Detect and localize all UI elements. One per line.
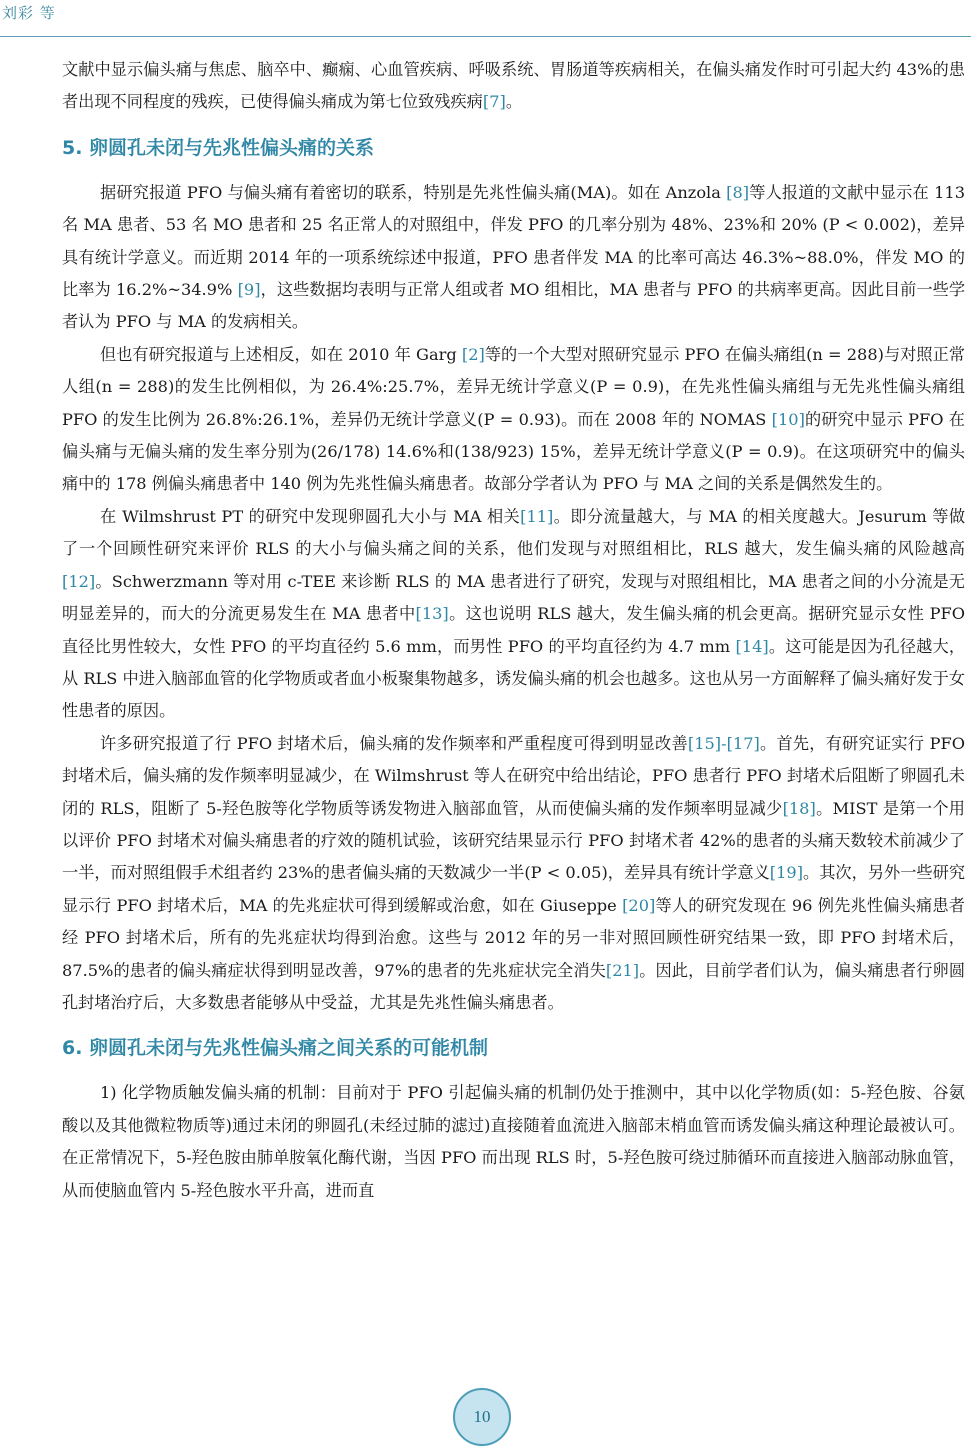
citation-link[interactable]: [7] [482, 92, 506, 112]
citation-link[interactable]: [9] [237, 280, 261, 300]
page-number: 10 [473, 1407, 491, 1426]
intro-paragraph: 文献中显示偏头痛与焦虑、脑卒中、癫痫、心血管疾病、呼吸系统、胃肠道等疾病相关，在偏头痛发作时可引起大约 43%的患者出现不同程度的残疾，已使得偏头痛成为第七位致残疾病[7]。 [62, 60, 965, 112]
citation-link[interactable]: [12] [62, 571, 96, 591]
section-5-paragraph-1: 据研究报道 PFO 与偏头痛有着密切的联系，特别是先兆性偏头痛(MA)。如在 Anzola [8]等人报道的文献中显示在 113 名 MA 患者、53 名 MO 患者和 25 名正常人的对照组中，伴发 PFO 的几率分别为 48%、23%和 20% (P < 0.002)，差异具有统计学意义。而近期 2014 年的一项系统综述中报道，PFO 患者伴发 MA 的比率可高达 46.3%~88.0%，伴发 MO 的比率为 16.2%~34.9% [9]，这些数据均表明与正常人组或者 MO 组相比，MA 患者与 PFO 的共病率更高。因此目前一些学者认为 PFO 与 MA 的发病相关。 [62, 182, 966, 332]
section-5-paragraph-2: 但也有研究报道与上述相反，如在 2010 年 Garg [2]等的一个大型对照研究显示 PFO 在偏头痛组(n = 288)与对照正常人组(n = 288)的发生比例相似，为 26.4%:25.7%，差异无统计学意义(P = 0.9)，在先兆性偏头痛组与无先兆性偏头痛组 PFO 的发生比例为 26.8%:26.1%，差异仍无统计学意义(P = 0.93)。而在 2008 年的 NOMAS [10]的研究中显示 PFO 在偏头痛与无偏头痛的发生率分别为(26/178) 14.6%和(138/923) 15%，差异无统计学意义(P = 0.9)。在这项研究中的偏头痛中的 178 例偏头痛患者中 140 例为先兆性偏头痛患者。故部分学者认为 PFO 与 MA 之间的关系是偶然发生的。 [62, 344, 965, 494]
citation-link[interactable]: [8] [726, 182, 750, 202]
citation-link[interactable]: [11] [520, 506, 554, 526]
page-number-badge [453, 1388, 511, 1446]
running-header [0, 0, 971, 37]
section-6-heading: 6. 卵圆孔未闭与先兆性偏头痛之间关系的可能机制 [62, 1037, 489, 1060]
section-5-heading: 5. 卵圆孔未闭与先兆性偏头痛的关系 [62, 136, 375, 159]
citation-link[interactable]: [20] [622, 895, 656, 915]
citation-link[interactable]: [2] [461, 344, 485, 364]
citation-link[interactable]: [15]-[17] [687, 733, 760, 753]
article-body [62, 54, 965, 1207]
citation-link[interactable]: [18] [782, 798, 816, 818]
citation-link[interactable]: [13] [415, 604, 449, 624]
section-5-paragraph-3: 在 Wilmshrust PT 的研究中发现卵圆孔大小与 MA 相关[11]。即分流量越大，与 MA 的相关度越大。Jesurum 等做了一个回顾性研究来评价 RLS 的大小与偏头痛之间的关系，他们发现与对照组相比，RLS 越大，发生偏头痛的风险越高[12]。Schwerzmann 等对用 c-TEE 来诊断 RLS 的 MA 患者进行了研究，发现与对照组相比，MA 患者之间的小分流是无明显差异的，而大的分流更易发生在 MA 患者中[13]。这也说明 RLS 越大，发生偏头痛的机会更高。据研究显示女性 PFO 直径比男性较大，女性 PFO 的平均直径约 5.6 mm，而男性 PFO 的平均直径约为 4.7 mm [14]。这可能是因为孔径越大，从 RLS 中进入脑部血管的化学物质或者血小板聚集物越多，诱发偏头痛的机会也越多。这也从另一方面解释了偏头痛好发于女性患者的原因。 [62, 506, 966, 721]
citation-link[interactable]: [21] [605, 960, 640, 980]
citation-link[interactable]: [19] [769, 863, 804, 883]
citation-link[interactable]: [10] [771, 409, 805, 429]
citation-link[interactable]: [14] [735, 636, 769, 656]
section-5-paragraph-4: 许多研究报道了行 PFO 封堵术后，偏头痛的发作频率和严重程度可得到明显改善[15]-[17]。首先，有研究证实行 PFO 封堵术后，偏头痛的发作频率明显减少，在 Wilmshrust 等人在研究中给出结论，PFO 患者行 PFO 封堵术后阻断了卵圆孔未闭的 RLS，阻断了 5-羟色胺等化学物质等诱发物进入脑部血管，从而使偏头痛的发作频率明显减少[18]。MIST 是第一个用以评价 PFO 封堵术对偏头痛患者的疗效的随机试验，该研究结果显示行 PFO 封堵术者 42%的患者的头痛天数较术前减少了一半，而对照组假手术组者约 23%的患者偏头痛的天数减少一半(P < 0.05)，差异具有统计学意义[19]。其次，另外一些研究显示行 PFO 封堵术后，MA 的先兆症状可得到缓解或治愈，如在 Giuseppe [20]等人的研究发现在 96 例先兆性偏头痛患者经 PFO 封堵术后，所有的先兆症状均得到治愈。这些与 2012 年的另一非对照回顾性研究结果一致，即 PFO 封堵术后，87.5%的患者的偏头痛症状得到明显改善，97%的患者的先兆症状完全消失[21]。因此，目前学者们认为，偏头痛患者行卵圆孔封堵治疗后，大多数患者能够从中受益，尤其是先兆性偏头痛患者。 [62, 733, 966, 1012]
running-header-authors: 刘彩 等 [2, 4, 56, 22]
section-6-paragraph-1: 1) 化学物质触发偏头痛的机制：目前对于 PFO 引起偏头痛的机制仍处于推测中，其中以化学物质(如：5-羟色胺、谷氨酸以及其他微粒物质等)通过未闭的卵圆孔(未经过肺的滤过)直接随着血流进入脑部末梢血管而诱发偏头痛这种理论最被认可。在正常情况下，5-羟色胺由肺单胺氧化酶代谢，当因 PFO 而出现 RLS 时，5-羟色胺可绕过肺循环而直接进入脑部动脉血管，从而使脑血管内 5-羟色胺水平升高，进而直 [62, 1083, 965, 1200]
